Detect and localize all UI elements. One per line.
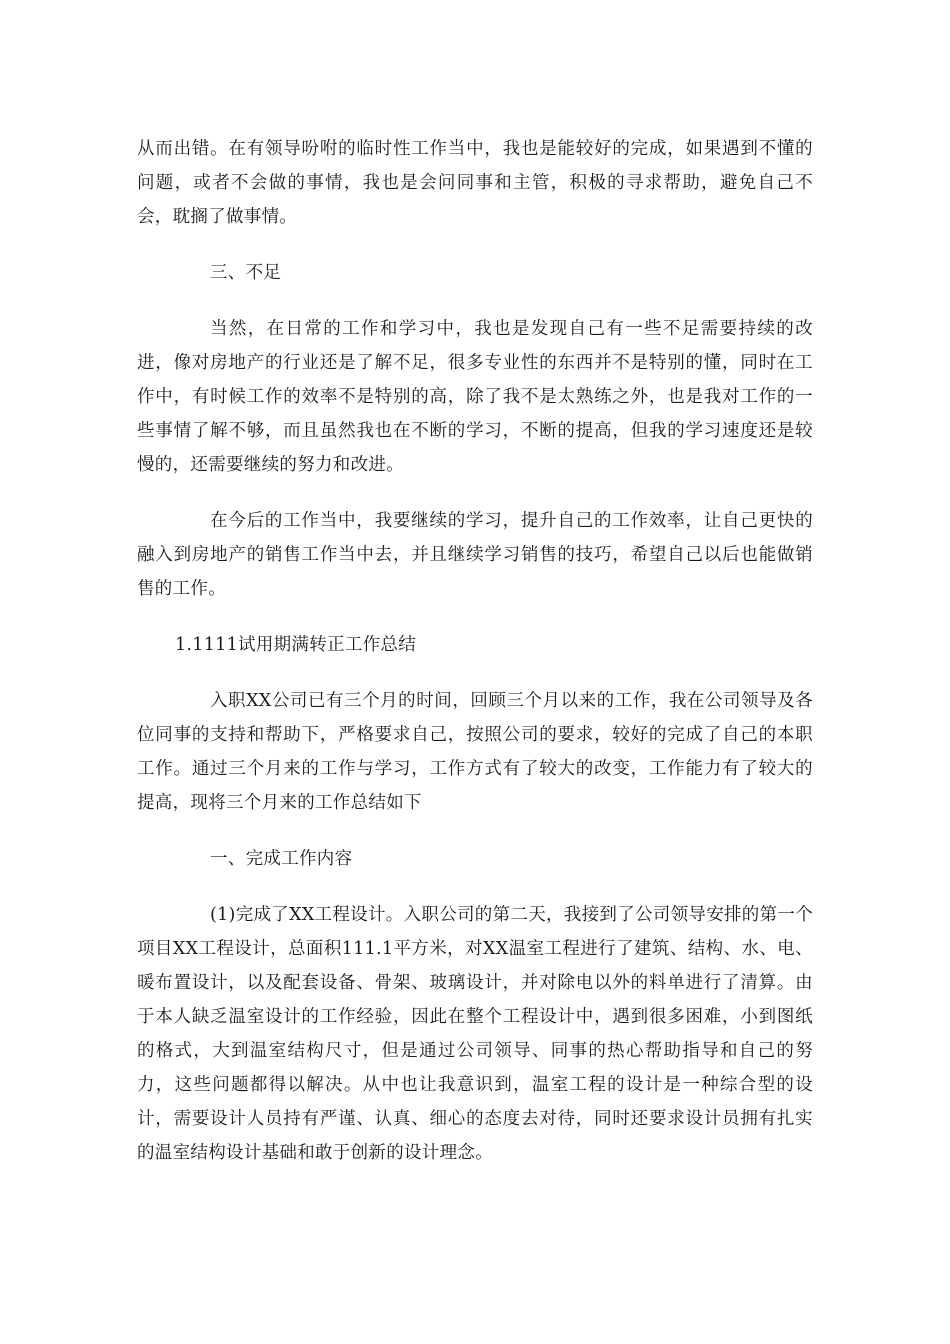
paragraph-continued: 从而出错。在有领导吩咐的临时性工作当中，我也是能较好的完成，如果遇到不懂的问题，或者不会做的事情，我也是会问同事和主管，积极的寻求帮助，避免自己不会，耽搁了做事情。 (137, 139, 813, 227)
paragraph-introduction: 入职XX公司已有三个月的时间，回顾三个月以来的工作，我在公司领导及各位同事的支持和帮助下，严格要求自己，按照公司的要求，较好的完成了自己的本职工作。通过三个月来的工作与学习，工作方式有了较大的改变，工作能力有了较大的提高，现将三个月来的工作总结如下 (137, 691, 813, 813)
paragraph-future-plans: 在今后的工作当中，我要继续的学习，提升自己的工作效率，让自己更快的融入到房地产的销售工作当中去，并且继续学习销售的技巧，希望自己以后也能做销售的工作。 (137, 511, 813, 599)
document-body (137, 132, 813, 1170)
paragraph-shortcomings: 当然，在日常的工作和学习中，我也是发现自己有一些不足需要持续的改进，像对房地产的行业还是了解不足，很多专业性的东西并不是特别的懂，同时在工作中，有时候工作的效率不是特别的高，除了我不是太熟练之外，也是我对工作的一些事情了解不够，而且虽然我也在不断的学习，不断的提高，但我的学习速度还是较慢的，还需要继续的努力和改进。 (137, 319, 813, 475)
article-title: 1.1111试用期满转正工作总结 (175, 635, 417, 655)
section-heading-work-completed: 一、完成工作内容 (210, 849, 353, 869)
section-heading-shortcomings: 三、不足 (210, 263, 282, 283)
paragraph-project-design: (1)完成了XX工程设计。入职公司的第二天，我接到了公司领导安排的第一个项目XX工程设计，总面积111.1平方米，对XX温室工程进行了建筑、结构、水、电、暖布置设计，以及配套设备、骨架、玻璃设计，并对除电以外的料单进行了清算。由于本人缺乏温室设计的工作经验，因此在整个工程设计中，遇到很多困难，小到图纸的格式，大到温室结构尺寸，但是通过公司领导、同事的热心帮助指导和自己的努力，这些问题都得以解决。从中也让我意识到，温室工程的设计是一种综合型的设计，需要设计人员持有严谨、认真、细心的态度去对待，同时还要求设计员拥有扎实的温室结构设计基础和敢于创新的设计理念。 (137, 905, 814, 1163)
